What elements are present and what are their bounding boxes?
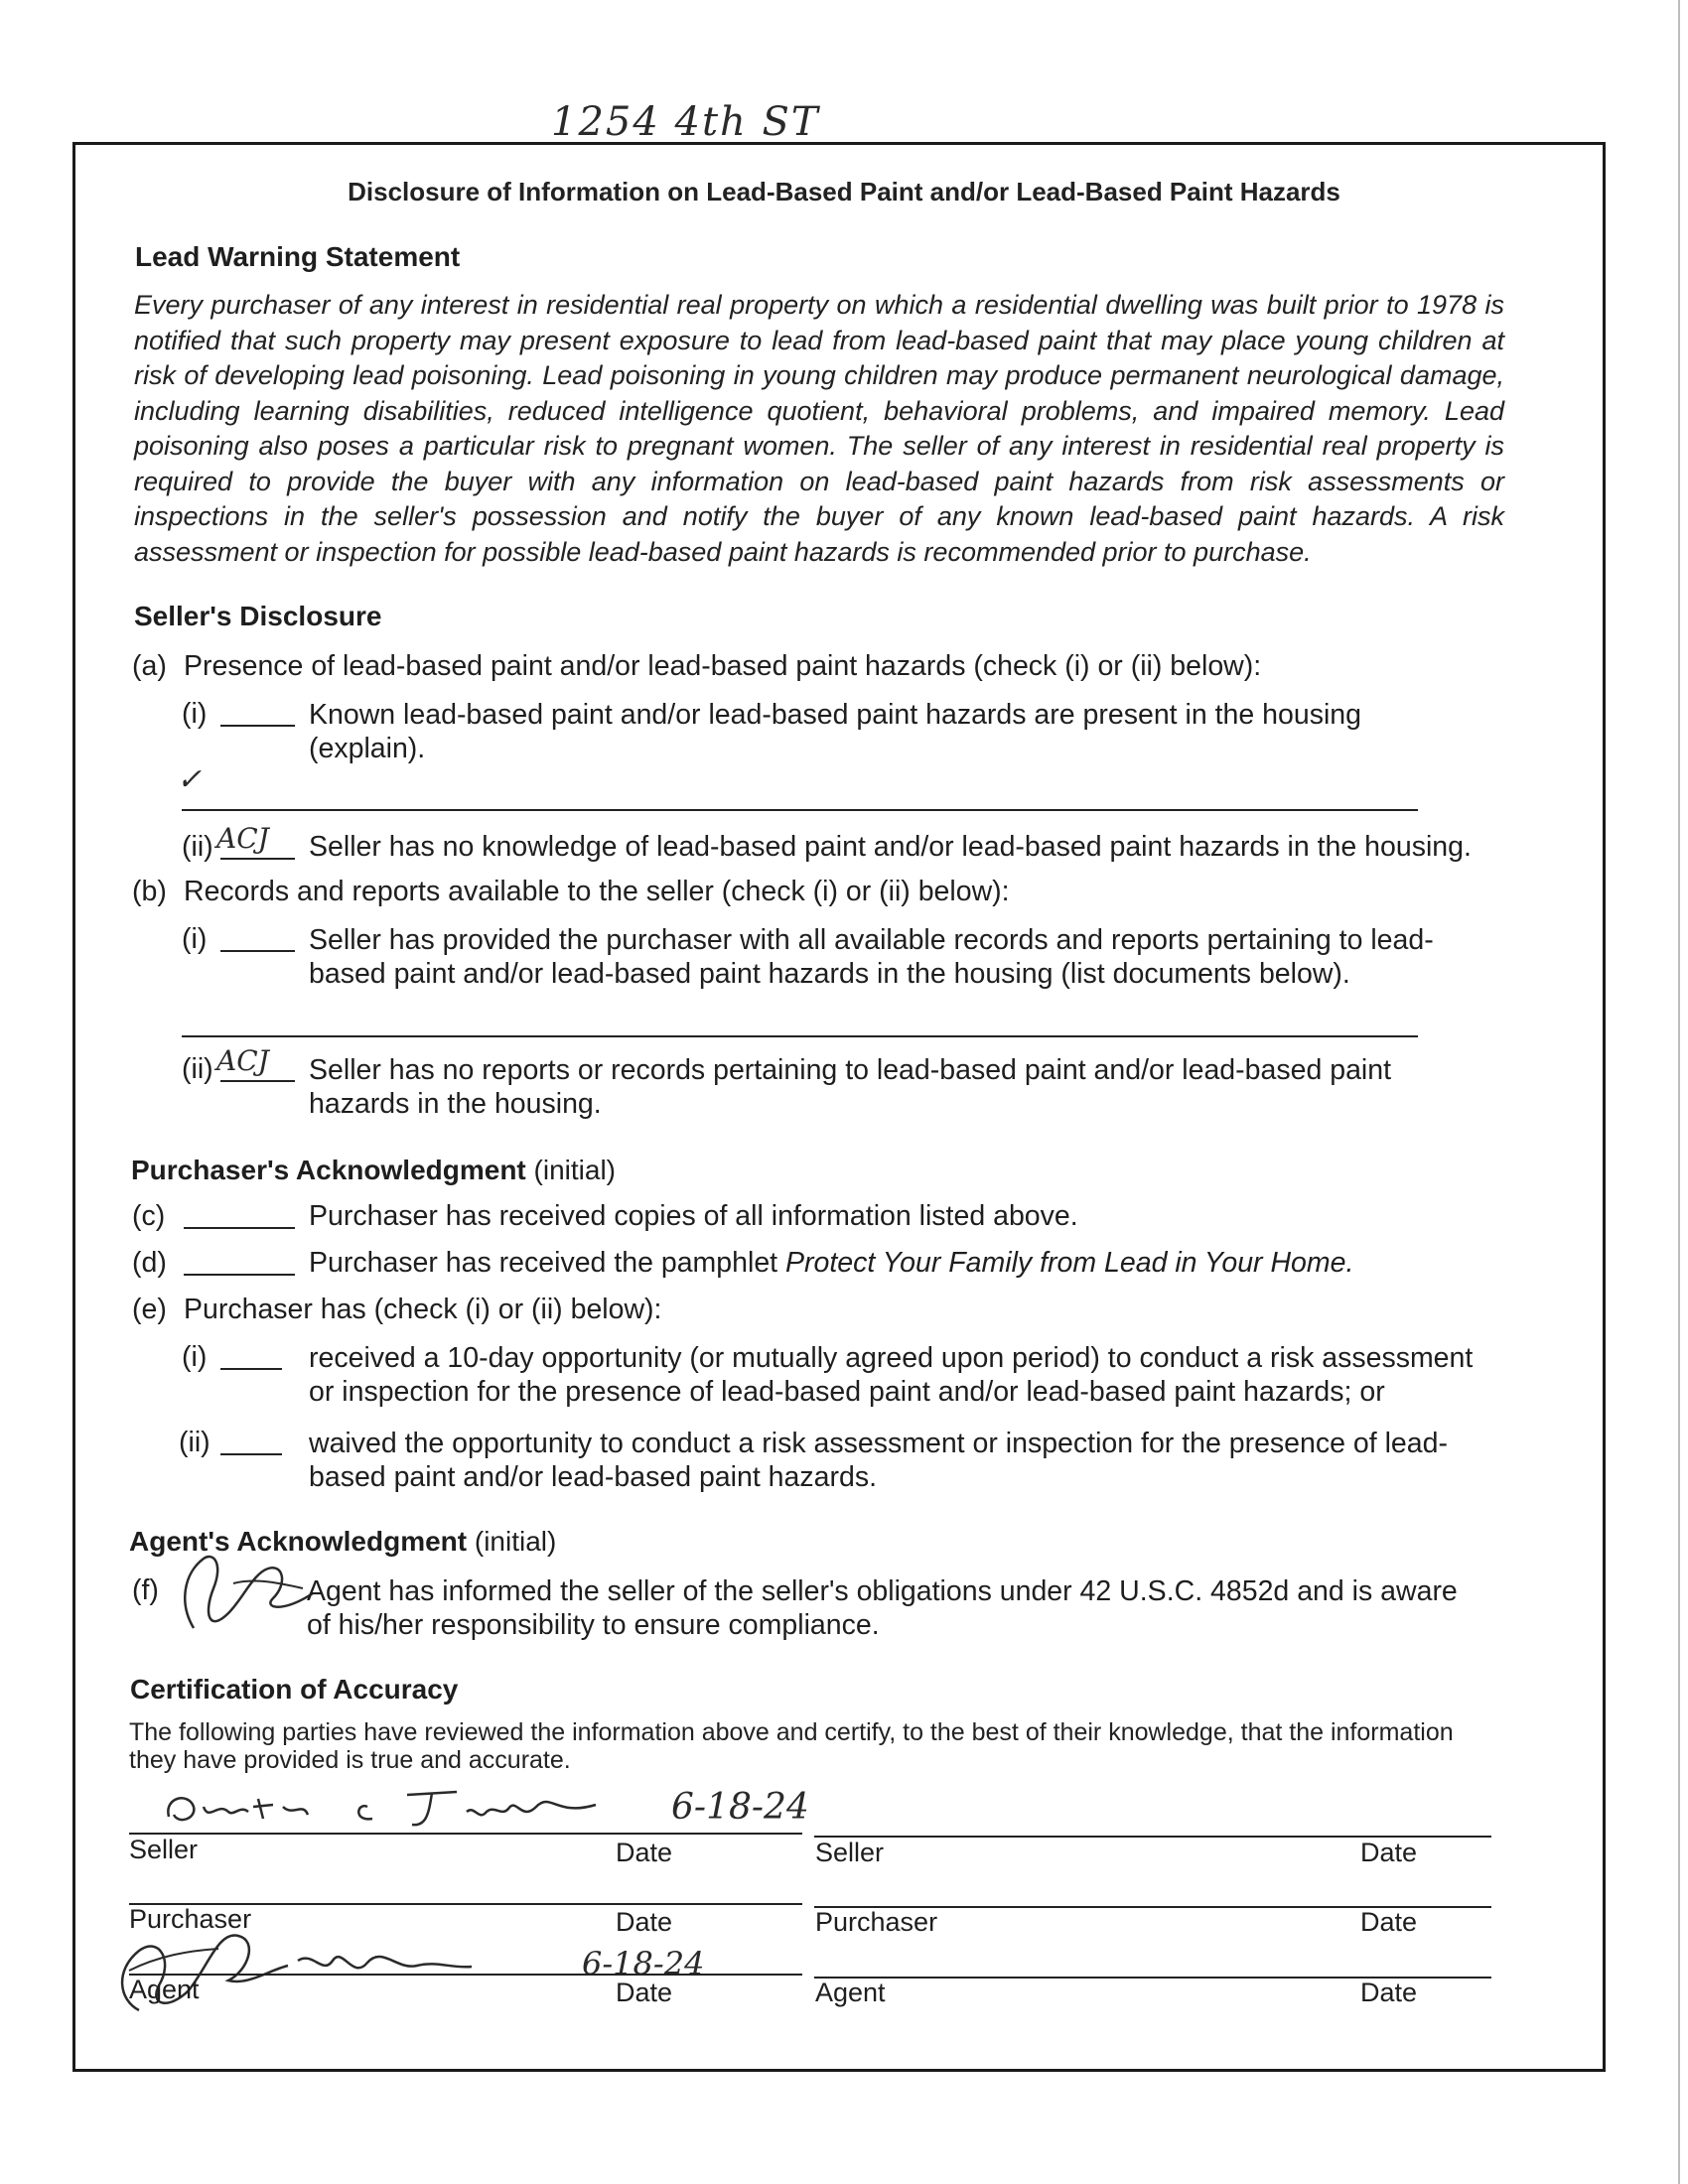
item-b-ii-label: (ii) — [182, 1053, 213, 1085]
seller-disclosure-heading: Seller's Disclosure — [134, 601, 382, 631]
item-c-text: Purchaser has received copies of all information listed above. — [309, 1200, 1078, 1232]
seller-1-label: Seller — [129, 1835, 199, 1864]
item-b-i-text: Seller has provided the purchaser with all available records and reports pertaining to lead-based paint and/or lead-based paint hazards in the housing (list documents below). — [309, 924, 1434, 990]
purchaser-1-label: Purchaser — [129, 1904, 252, 1934]
pamphlet-title: Protect Your Family from Lead in Your Home. — [785, 1247, 1354, 1279]
form-title: Disclosure of Information on Lead-Based Paint and/or Lead-Based Paint Hazards — [348, 177, 1340, 206]
agent-1-line[interactable] — [129, 1974, 802, 1976]
check-mark: ✓ — [177, 762, 203, 797]
item-a-text: Presence of lead-based paint and/or lead-based paint hazards (check (i) or (ii) below): — [184, 650, 1262, 682]
item-b-label: (b) — [132, 876, 167, 907]
seller-signature-date: 6-18-24 — [671, 1787, 809, 1828]
agent-ack-note: (initial) — [474, 1526, 557, 1557]
agent-initials-signature — [174, 1544, 323, 1643]
item-a-ii-label: (ii) — [182, 831, 213, 863]
initials-b-ii: ACJ — [216, 1044, 269, 1077]
lead-warning-text: Every purchaser of any interest in residential real property on which a residential dwelling was built prior to 1978 is notified that such property may present exposure to lead from lead-based paint that may place young children at risk of developing lead poisoning. Lead poisoning in young children may produce permanent neurological damage, including learning disabilities, reduced intelligence quotient, behavioral problems, and impaired memory. Lead poisoning also poses a particular risk to pregnant women. The seller of any interest in residential real property is required to provide the buyer with any information on lead-based paint hazards from risk assessments or inspections in the seller's possession and notify the buyer of any known lead-based paint hazards. A risk assessment or inspection for possible lead-based paint hazards is recommended prior to purchase. — [134, 290, 1504, 567]
certification-heading: Certification of Accuracy — [130, 1674, 459, 1705]
certification-text: The following parties have reviewed the information above and certify, to the best of their knowledge, that the information they have provided is true and accurate. — [129, 1718, 1454, 1774]
agent-1-date-label: Date — [616, 1978, 673, 2007]
seller-signature — [159, 1777, 616, 1837]
item-d-text-plain: Purchaser has received the pamphlet — [309, 1247, 786, 1279]
item-e-i-text: received a 10-day opportunity (or mutually agreed upon period) to conduct a risk assessment or inspection for the presence of lead-based paint and/or lead-based paint hazards; or — [309, 1342, 1474, 1408]
agent-ack-title: Agent's Acknowledgment — [129, 1526, 468, 1557]
item-b-text: Records and reports available to the seller (check (i) or (ii) below): — [184, 876, 1010, 907]
item-d-text — [309, 1246, 1353, 1280]
item-a-i-text: Known lead-based paint and/or lead-based paint hazards are present in the housing (explain). — [309, 699, 1361, 764]
item-e-label: (e) — [132, 1294, 167, 1325]
item-e-i-blank[interactable] — [220, 1368, 282, 1370]
handwritten-address: 1254 4th ST — [551, 99, 820, 145]
item-b-i-blank[interactable] — [220, 950, 295, 952]
item-b-i-label: (i) — [182, 923, 208, 955]
item-a-explain-line[interactable] — [182, 809, 1418, 811]
purchaser-2-date-label: Date — [1360, 1907, 1418, 1937]
purchaser-ack-heading — [131, 1155, 616, 1186]
lead-warning-heading: Lead Warning Statement — [135, 241, 461, 272]
agent-2-label: Agent — [815, 1978, 886, 2007]
scan-edge — [1678, 0, 1688, 2184]
agent-2-date-label: Date — [1360, 1978, 1418, 2007]
item-b-ii-blank[interactable] — [220, 1080, 295, 1082]
initials-a-ii: ACJ — [216, 822, 269, 855]
item-e-text: Purchaser has (check (i) or (ii) below): — [184, 1294, 662, 1325]
purchaser-2-label: Purchaser — [815, 1907, 938, 1937]
seller-1-line[interactable] — [129, 1833, 802, 1835]
item-a-i-label: (i) — [182, 698, 208, 730]
item-e-ii-blank[interactable] — [220, 1453, 282, 1455]
seller-2-date-label: Date — [1360, 1838, 1418, 1867]
item-c-blank[interactable] — [184, 1227, 295, 1229]
item-a-i-blank[interactable] — [220, 725, 295, 727]
item-d-blank[interactable] — [184, 1274, 295, 1276]
item-b-ii-text: Seller has no reports or records pertaining to lead-based paint and/or lead-based paint hazards in the housing. — [309, 1054, 1392, 1120]
item-e-ii-label: (ii) — [179, 1427, 211, 1458]
item-a-label: (a) — [132, 650, 167, 682]
item-e-i-label: (i) — [182, 1341, 208, 1373]
seller-1-date-label: Date — [616, 1838, 673, 1867]
item-f-text: Agent has informed the seller of the seller's obligations under 42 U.S.C. 4852d and is aware of his/her responsibility to ensure compliance. — [307, 1575, 1458, 1641]
item-b-documents-line[interactable] — [182, 1035, 1418, 1037]
agent-signature-date: 6-18-24 — [582, 1945, 705, 1982]
agent-1-label: Agent — [129, 1975, 200, 2004]
item-e-ii-text: waived the opportunity to conduct a risk assessment or inspection for the presence of lead-based paint and/or lead-based paint hazards. — [309, 1428, 1448, 1493]
item-f-label: (f) — [132, 1574, 159, 1606]
seller-2-label: Seller — [815, 1838, 885, 1867]
item-a-ii-blank[interactable] — [220, 858, 295, 860]
item-a-ii-text: Seller has no knowledge of lead-based paint and/or lead-based paint hazards in the housing. — [309, 831, 1472, 863]
item-d-label: (d) — [132, 1247, 167, 1279]
purchaser-ack-note: (initial) — [533, 1155, 616, 1185]
item-c-label: (c) — [132, 1200, 166, 1232]
purchaser-ack-title: Purchaser's Acknowledgment — [131, 1155, 526, 1185]
purchaser-1-date-label: Date — [616, 1907, 673, 1937]
